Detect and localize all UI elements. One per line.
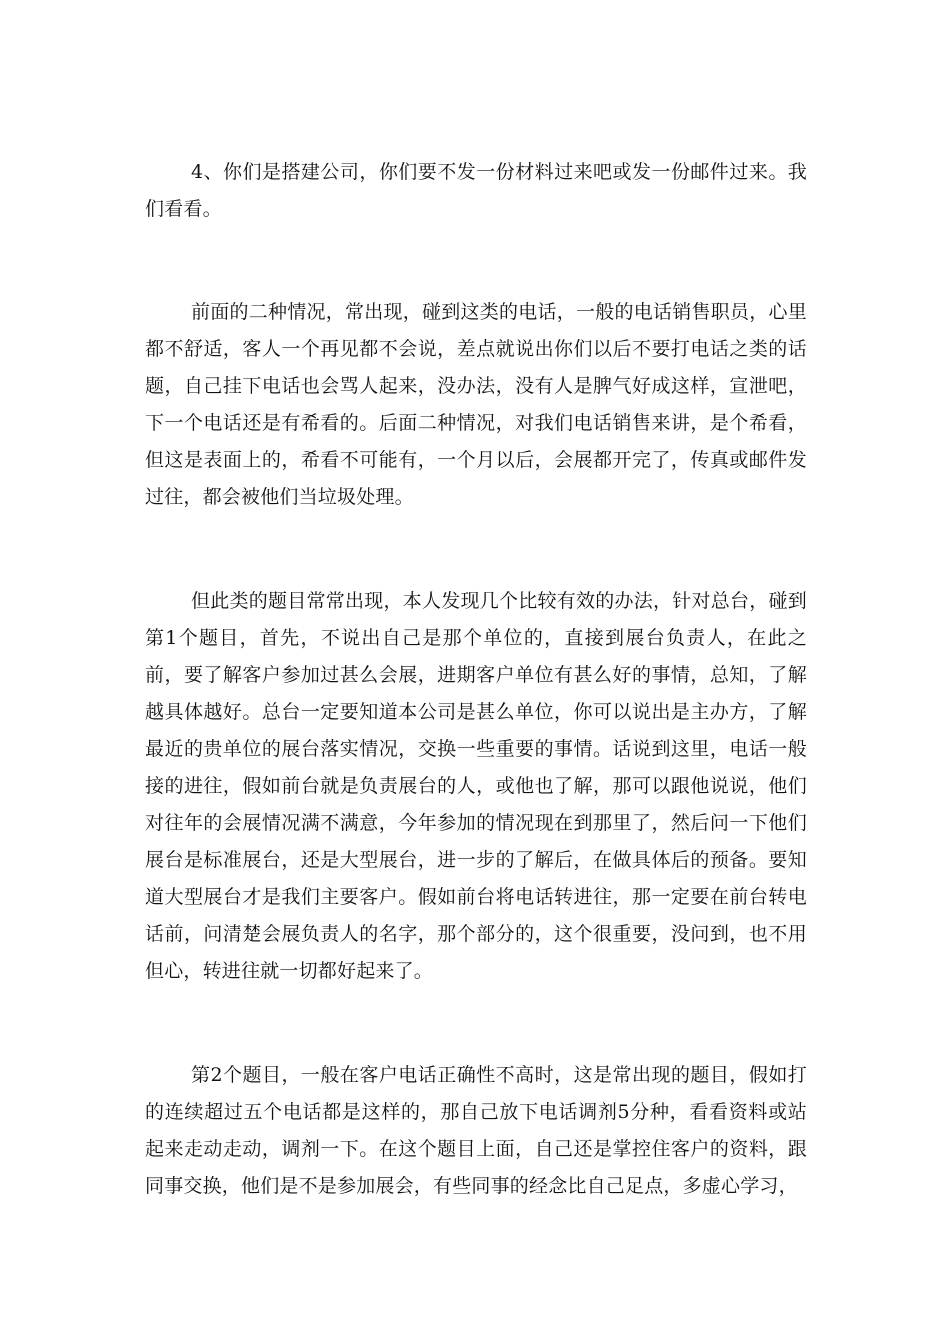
paragraph-4: 第2个题目，一般在客户电话正确性不高时，这是常出现的题目，假如打的连续超过五个电话都是这样的，那自己放下电话调剂5分种，看看资料或站起来走动走动，调剂一下。在这个题目上面，自己还是掌控住客户的资料，跟同事交换，他们是不是参加展会，有些同事的经念比自己足点，多虚心学习，	[145, 1064, 807, 1197]
paragraph-1: 4、你们是搭建公司，你们要不发一份材料过来吧或发一份邮件过来。我们看看。	[145, 161, 807, 220]
paragraph-3: 但此类的题目常常出现，本人发现几个比较有效的办法，针对总台，碰到第1个题目，首先，不说出自己是那个单位的，直接到展台负责人，在此之前，要了解客户参加过甚么会展，进期客户单位有甚么好的事情，总知，了解越具体越好。总台一定要知道本公司是甚么单位，你可以说出是主办方，了解最近的贵单位的展台落实情况，交换一些重要的事情。话说到这里，电话一般接的进往，假如前台就是负责展台的人，或他也了解，那可以跟他说说，他们对往年的会展情况满不满意，今年参加的情况现在到那里了，然后问一下他们展台是标准展台，还是大型展台，进一步的了解后，在做具体后的预备。要知道大型展台才是我们主要客户。假如前台将电话转进往，那一定要在前台转电话前，问清楚会展负责人的名字，那个部分的，这个很重要，没问到，也不用但心，转进往就一切都好起来了。	[145, 590, 807, 982]
paragraph-2: 前面的二种情况，常出现，碰到这类的电话，一般的电话销售职员，心里都不舒适，客人一个再见都不会说，差点就说出你们以后不要打电话之类的话题，自己挂下电话也会骂人起来，没办法，没有人是脾气好成这样，宣泄吧，下一个电话还是有希看的。后面二种情况，对我们电话销售来讲，是个希看，但这是表面上的，希看不可能有，一个月以后，会展都开完了，传真或邮件发过往，都会被他们当垃圾处理。	[145, 301, 807, 508]
